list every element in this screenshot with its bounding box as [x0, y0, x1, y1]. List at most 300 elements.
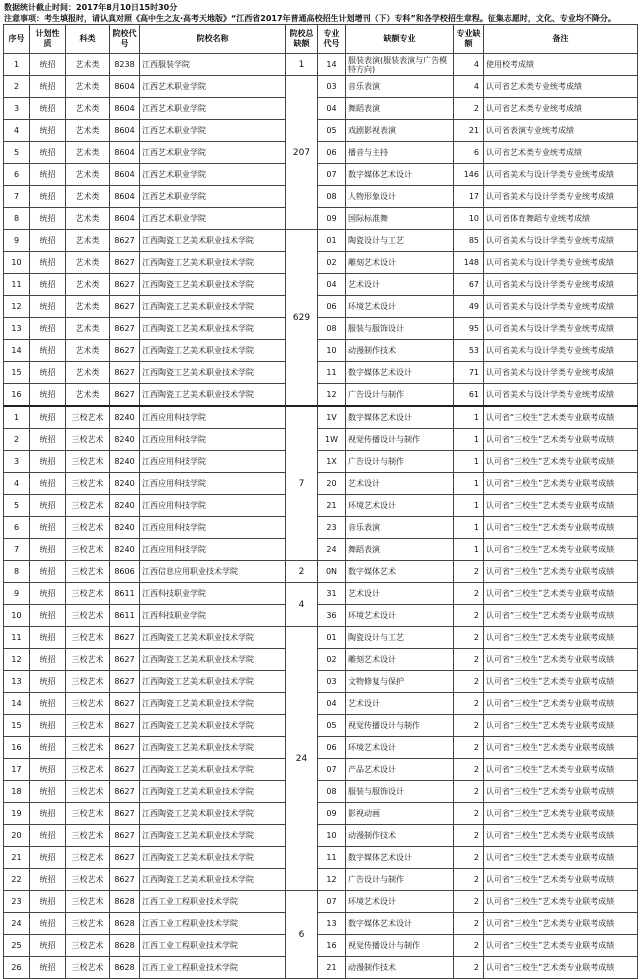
category: 艺术类 [66, 186, 110, 208]
plan-type: 统招 [30, 803, 66, 825]
school-name: 江西陶瓷工艺美术职业技术学院 [140, 230, 286, 252]
row-number: 13 [4, 671, 30, 693]
row-number: 26 [4, 957, 30, 979]
major-name: 音乐表演 [346, 76, 454, 98]
school-name: 江西陶瓷工艺美术职业技术学院 [140, 671, 286, 693]
category: 三校艺术 [66, 539, 110, 561]
school-name: 江西陶瓷工艺美术职业技术学院 [140, 274, 286, 296]
category: 艺术类 [66, 208, 110, 230]
table-row [4, 561, 638, 583]
major-name: 环境艺术设计 [346, 495, 454, 517]
remark: 认可省“三校生”艺术类专业联考成绩 [484, 627, 638, 649]
school-total-vacancy: 7 [286, 406, 318, 561]
plan-type: 统招 [30, 252, 66, 274]
major-code: 06 [318, 296, 346, 318]
school-name: 江西应用科技学院 [140, 495, 286, 517]
school-name: 江西陶瓷工艺美术职业技术学院 [140, 384, 286, 407]
school-name: 江西艺术职业学院 [140, 142, 286, 164]
school-name: 江西工业工程职业技术学院 [140, 957, 286, 979]
major-name: 广告设计与制作 [346, 384, 454, 407]
major-code: 16 [318, 935, 346, 957]
row-number: 6 [4, 517, 30, 539]
col-header: 计划性质 [30, 25, 66, 54]
major-code: 12 [318, 869, 346, 891]
major-code: 13 [318, 913, 346, 935]
remark: 认可省“三校生”艺术类专业联考成绩 [484, 473, 638, 495]
table-row [4, 869, 638, 891]
major-name: 环境艺术设计 [346, 737, 454, 759]
remark: 认可省美术与设计学类专业统考成绩 [484, 164, 638, 186]
remark: 认可省“三校生”艺术类专业联考成绩 [484, 605, 638, 627]
school-code: 8627 [110, 340, 140, 362]
school-name: 江西陶瓷工艺美术职业技术学院 [140, 715, 286, 737]
category: 艺术类 [66, 120, 110, 142]
major-name: 陶瓷设计与工艺 [346, 230, 454, 252]
school-code: 8611 [110, 583, 140, 605]
row-number: 16 [4, 737, 30, 759]
school-code: 8240 [110, 451, 140, 473]
remark: 认可省“三校生”艺术类专业联考成绩 [484, 935, 638, 957]
school-name: 江西应用科技学院 [140, 451, 286, 473]
major-vacancy: 1 [454, 429, 484, 451]
major-vacancy: 53 [454, 340, 484, 362]
school-name: 江西应用科技学院 [140, 473, 286, 495]
school-name: 江西陶瓷工艺美术职业技术学院 [140, 296, 286, 318]
major-name: 环境艺术设计 [346, 891, 454, 913]
table-row [4, 891, 638, 913]
school-name: 江西艺术职业学院 [140, 164, 286, 186]
major-code: 06 [318, 737, 346, 759]
major-name: 广告设计与制作 [346, 451, 454, 473]
school-code: 8240 [110, 539, 140, 561]
major-code: 1X [318, 451, 346, 473]
school-code: 8627 [110, 781, 140, 803]
row-number: 4 [4, 120, 30, 142]
major-name: 服装与服饰设计 [346, 781, 454, 803]
major-name: 播音与主持 [346, 142, 454, 164]
school-code: 8604 [110, 164, 140, 186]
remark: 认可省“三校生”艺术类专业联考成绩 [484, 781, 638, 803]
major-code: 1V [318, 406, 346, 429]
major-name: 舞蹈表演 [346, 98, 454, 120]
row-number: 18 [4, 781, 30, 803]
plan-type: 统招 [30, 891, 66, 913]
school-code: 8604 [110, 186, 140, 208]
school-name: 江西陶瓷工艺美术职业技术学院 [140, 759, 286, 781]
plan-type: 统招 [30, 935, 66, 957]
row-number: 14 [4, 693, 30, 715]
major-code: 08 [318, 186, 346, 208]
remark: 认可省美术与设计学类专业统考成绩 [484, 186, 638, 208]
row-number: 14 [4, 340, 30, 362]
school-total-vacancy: 24 [286, 627, 318, 891]
major-name: 动漫制作技术 [346, 340, 454, 362]
major-code: 10 [318, 340, 346, 362]
table-row [4, 429, 638, 451]
table-row [4, 406, 638, 429]
plan-type: 统招 [30, 318, 66, 340]
school-name: 江西艺术职业学院 [140, 186, 286, 208]
major-name: 数字媒体艺术 [346, 561, 454, 583]
remark: 认可省艺术类专业统考成绩 [484, 98, 638, 120]
school-name: 江西工业工程职业技术学院 [140, 935, 286, 957]
major-name: 国际标准舞 [346, 208, 454, 230]
major-name: 数字媒体艺术设计 [346, 164, 454, 186]
plan-type: 统招 [30, 164, 66, 186]
school-code: 8628 [110, 935, 140, 957]
category: 三校艺术 [66, 913, 110, 935]
table-row [4, 98, 638, 120]
row-number: 21 [4, 847, 30, 869]
plan-type: 统招 [30, 274, 66, 296]
school-code: 8627 [110, 825, 140, 847]
row-number: 15 [4, 362, 30, 384]
category: 三校艺术 [66, 649, 110, 671]
table-row [4, 913, 638, 935]
plan-type: 统招 [30, 583, 66, 605]
table-row [4, 230, 638, 252]
major-vacancy: 1 [454, 517, 484, 539]
plan-type: 统招 [30, 208, 66, 230]
plan-type: 统招 [30, 605, 66, 627]
school-name: 江西科技职业学院 [140, 583, 286, 605]
major-code: 05 [318, 715, 346, 737]
plan-type: 统招 [30, 296, 66, 318]
table-row [4, 781, 638, 803]
major-vacancy: 85 [454, 230, 484, 252]
category: 三校艺术 [66, 737, 110, 759]
plan-type: 统招 [30, 715, 66, 737]
major-code: 21 [318, 957, 346, 979]
row-number: 11 [4, 274, 30, 296]
school-code: 8627 [110, 803, 140, 825]
plan-type: 统招 [30, 825, 66, 847]
row-number: 10 [4, 252, 30, 274]
category: 三校艺术 [66, 583, 110, 605]
table-row [4, 935, 638, 957]
table-row [4, 473, 638, 495]
major-vacancy: 1 [454, 539, 484, 561]
major-vacancy: 146 [454, 164, 484, 186]
notice-text: 注意事项：考生填报时，请认真对照《高中生之友·高考天地版》“江西省2017年普通高校招生计划增刊（下）专科”和各学校招生章程。征集志愿时，文化、专业均不降分。 [4, 14, 616, 23]
school-total-vacancy: 2 [286, 561, 318, 583]
major-code: 36 [318, 605, 346, 627]
major-vacancy: 148 [454, 252, 484, 274]
major-name: 视觉传播设计与制作 [346, 429, 454, 451]
major-vacancy: 71 [454, 362, 484, 384]
document-header [0, 0, 640, 24]
table-row [4, 362, 638, 384]
category: 艺术类 [66, 142, 110, 164]
remark: 认可省体育舞蹈专业统考成绩 [484, 208, 638, 230]
remark: 认可省“三校生”艺术类专业联考成绩 [484, 429, 638, 451]
school-code: 8604 [110, 120, 140, 142]
remark: 认可省“三校生”艺术类专业联考成绩 [484, 891, 638, 913]
col-header: 院校总缺额 [286, 25, 318, 54]
category: 三校艺术 [66, 495, 110, 517]
category: 艺术类 [66, 274, 110, 296]
major-vacancy: 2 [454, 781, 484, 803]
major-name: 数字媒体艺术设计 [346, 913, 454, 935]
category: 三校艺术 [66, 451, 110, 473]
school-name: 江西陶瓷工艺美术职业技术学院 [140, 252, 286, 274]
major-code: 02 [318, 649, 346, 671]
plan-type: 统招 [30, 142, 66, 164]
table-row [4, 120, 638, 142]
major-code: 07 [318, 759, 346, 781]
plan-type: 统招 [30, 671, 66, 693]
col-header: 科类 [66, 25, 110, 54]
school-name: 江西陶瓷工艺美术职业技术学院 [140, 737, 286, 759]
major-code: 04 [318, 98, 346, 120]
school-name: 江西陶瓷工艺美术职业技术学院 [140, 781, 286, 803]
table-row [4, 142, 638, 164]
category: 艺术类 [66, 54, 110, 76]
category: 艺术类 [66, 296, 110, 318]
school-name: 江西应用科技学院 [140, 539, 286, 561]
school-name: 江西艺术职业学院 [140, 120, 286, 142]
school-name: 江西陶瓷工艺美术职业技术学院 [140, 318, 286, 340]
school-code: 8606 [110, 561, 140, 583]
major-vacancy: 2 [454, 869, 484, 891]
category: 艺术类 [66, 164, 110, 186]
category: 三校艺术 [66, 517, 110, 539]
school-name: 江西陶瓷工艺美术职业技术学院 [140, 362, 286, 384]
plan-type: 统招 [30, 495, 66, 517]
major-code: 06 [318, 142, 346, 164]
remark: 认可省“三校生”艺术类专业联考成绩 [484, 451, 638, 473]
plan-type: 统招 [30, 693, 66, 715]
school-code: 8627 [110, 671, 140, 693]
school-code: 8627 [110, 627, 140, 649]
plan-type: 统招 [30, 340, 66, 362]
table-row [4, 847, 638, 869]
major-vacancy: 6 [454, 142, 484, 164]
col-header: 院校代号 [110, 25, 140, 54]
school-name: 江西陶瓷工艺美术职业技术学院 [140, 825, 286, 847]
school-code: 8627 [110, 759, 140, 781]
category: 三校艺术 [66, 935, 110, 957]
major-vacancy: 4 [454, 76, 484, 98]
major-name: 动漫制作技术 [346, 957, 454, 979]
row-number: 15 [4, 715, 30, 737]
col-header: 备注 [484, 25, 638, 54]
major-code: 20 [318, 473, 346, 495]
remark: 认可省美术与设计学类专业统考成绩 [484, 252, 638, 274]
remark: 认可省“三校生”艺术类专业联考成绩 [484, 693, 638, 715]
category: 艺术类 [66, 318, 110, 340]
school-total-vacancy: 4 [286, 583, 318, 627]
plan-type: 统招 [30, 957, 66, 979]
table-row [4, 186, 638, 208]
school-code: 8627 [110, 296, 140, 318]
table-body [4, 54, 638, 979]
major-vacancy: 61 [454, 384, 484, 407]
category: 艺术类 [66, 76, 110, 98]
major-vacancy: 2 [454, 693, 484, 715]
remark: 认可省“三校生”艺术类专业联考成绩 [484, 495, 638, 517]
row-number: 1 [4, 54, 30, 76]
row-number: 12 [4, 649, 30, 671]
remark: 认可省艺术类专业统考成绩 [484, 142, 638, 164]
major-name: 环境艺术设计 [346, 296, 454, 318]
plan-type: 统招 [30, 54, 66, 76]
school-name: 江西陶瓷工艺美术职业技术学院 [140, 649, 286, 671]
row-number: 2 [4, 429, 30, 451]
table-row [4, 693, 638, 715]
table-header-row [4, 25, 638, 54]
plan-type: 统招 [30, 869, 66, 891]
school-code: 8627 [110, 274, 140, 296]
table-row [4, 208, 638, 230]
major-code: 14 [318, 54, 346, 76]
major-name: 服装与服饰设计 [346, 318, 454, 340]
row-number: 17 [4, 759, 30, 781]
plan-type: 统招 [30, 362, 66, 384]
row-number: 16 [4, 384, 30, 407]
remark: 认可省“三校生”艺术类专业联考成绩 [484, 406, 638, 429]
school-name: 江西陶瓷工艺美术职业技术学院 [140, 869, 286, 891]
plan-type: 统招 [30, 561, 66, 583]
row-number: 7 [4, 539, 30, 561]
category: 三校艺术 [66, 605, 110, 627]
major-name: 雕刻艺术设计 [346, 649, 454, 671]
major-code: 01 [318, 627, 346, 649]
category: 三校艺术 [66, 759, 110, 781]
major-vacancy: 2 [454, 561, 484, 583]
school-name: 江西应用科技学院 [140, 517, 286, 539]
category: 三校艺术 [66, 825, 110, 847]
row-number: 8 [4, 208, 30, 230]
school-code: 8240 [110, 429, 140, 451]
remark: 认可省“三校生”艺术类专业联考成绩 [484, 869, 638, 891]
major-code: 01 [318, 230, 346, 252]
table-row [4, 583, 638, 605]
school-code: 8627 [110, 318, 140, 340]
school-name: 江西工业工程职业技术学院 [140, 913, 286, 935]
school-name: 江西应用科技学院 [140, 406, 286, 429]
major-name: 人物形象设计 [346, 186, 454, 208]
major-vacancy: 2 [454, 715, 484, 737]
table-row [4, 957, 638, 979]
table-row [4, 517, 638, 539]
category: 艺术类 [66, 340, 110, 362]
major-vacancy: 2 [454, 649, 484, 671]
row-number: 13 [4, 318, 30, 340]
plan-type: 统招 [30, 781, 66, 803]
school-code: 8627 [110, 649, 140, 671]
category: 三校艺术 [66, 869, 110, 891]
remark: 认可省“三校生”艺术类专业联考成绩 [484, 957, 638, 979]
remark: 认可省美术与设计学类专业统考成绩 [484, 384, 638, 407]
table-row [4, 54, 638, 76]
row-number: 5 [4, 495, 30, 517]
school-code: 8240 [110, 495, 140, 517]
row-number: 19 [4, 803, 30, 825]
school-code: 8604 [110, 76, 140, 98]
category: 三校艺术 [66, 671, 110, 693]
plan-type: 统招 [30, 451, 66, 473]
major-vacancy: 2 [454, 605, 484, 627]
remark: 认可省“三校生”艺术类专业联考成绩 [484, 517, 638, 539]
major-vacancy: 2 [454, 583, 484, 605]
school-code: 8627 [110, 693, 140, 715]
major-code: 11 [318, 847, 346, 869]
school-code: 8611 [110, 605, 140, 627]
remark: 认可省艺术类专业统考成绩 [484, 76, 638, 98]
category: 三校艺术 [66, 429, 110, 451]
major-name: 音乐表演 [346, 517, 454, 539]
table-row [4, 803, 638, 825]
major-code: 08 [318, 318, 346, 340]
remark: 认可省“三校生”艺术类专业联考成绩 [484, 913, 638, 935]
remark: 认可省美术与设计学类专业统考成绩 [484, 274, 638, 296]
plan-type: 统招 [30, 649, 66, 671]
school-code: 8628 [110, 891, 140, 913]
school-code: 8627 [110, 384, 140, 407]
remark: 认可省“三校生”艺术类专业联考成绩 [484, 847, 638, 869]
row-number: 2 [4, 76, 30, 98]
plan-type: 统招 [30, 517, 66, 539]
school-code: 8628 [110, 913, 140, 935]
category: 三校艺术 [66, 627, 110, 649]
row-number: 9 [4, 230, 30, 252]
major-vacancy: 2 [454, 825, 484, 847]
major-code: 11 [318, 362, 346, 384]
category: 三校艺术 [66, 891, 110, 913]
major-vacancy: 2 [454, 891, 484, 913]
table-row [4, 384, 638, 407]
school-name: 江西科技职业学院 [140, 605, 286, 627]
plan-type: 统招 [30, 737, 66, 759]
table-row [4, 671, 638, 693]
table-row [4, 451, 638, 473]
col-header: 专业代号 [318, 25, 346, 54]
row-number: 1 [4, 406, 30, 429]
row-number: 12 [4, 296, 30, 318]
remark: 认可省美术与设计学类专业统考成绩 [484, 230, 638, 252]
major-code: 04 [318, 274, 346, 296]
school-name: 江西信息应用职业技术学院 [140, 561, 286, 583]
major-vacancy: 1 [454, 406, 484, 429]
school-name: 江西艺术职业学院 [140, 98, 286, 120]
school-name: 江西应用科技学院 [140, 429, 286, 451]
plan-type: 统招 [30, 847, 66, 869]
table-row [4, 274, 638, 296]
major-vacancy: 2 [454, 627, 484, 649]
school-total-vacancy: 629 [286, 230, 318, 407]
major-code: 0N [318, 561, 346, 583]
school-code: 8627 [110, 847, 140, 869]
category: 三校艺术 [66, 406, 110, 429]
school-code: 8240 [110, 406, 140, 429]
stat-deadline: 数据统计截止时间：2017年8月10日15时30分 [4, 3, 178, 12]
plan-type: 统招 [30, 76, 66, 98]
major-name: 数字媒体艺术设计 [346, 362, 454, 384]
major-name: 服装表演(服装表演与广告模特方向) [346, 54, 454, 76]
school-code: 8604 [110, 142, 140, 164]
school-total-vacancy: 1 [286, 54, 318, 76]
plan-type: 统招 [30, 913, 66, 935]
major-vacancy: 2 [454, 98, 484, 120]
table-row [4, 605, 638, 627]
row-number: 23 [4, 891, 30, 913]
category: 三校艺术 [66, 803, 110, 825]
major-name: 数字媒体艺术设计 [346, 847, 454, 869]
major-name: 产品艺术设计 [346, 759, 454, 781]
table-row [4, 495, 638, 517]
major-vacancy: 1 [454, 473, 484, 495]
